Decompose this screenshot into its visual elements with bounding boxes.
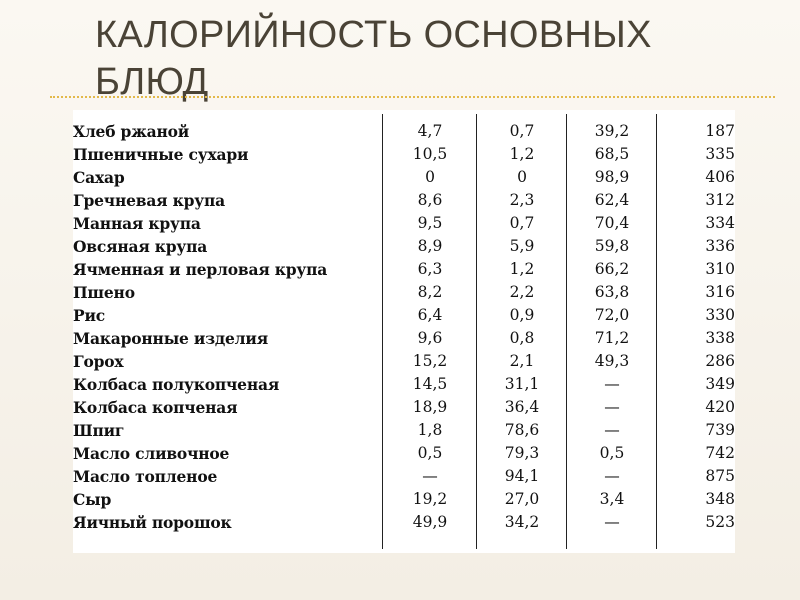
fat-cell: 1,2 [509,145,535,163]
calorie-table [73,120,735,534]
fat-cell: 94,1 [504,467,540,485]
table-row [73,235,735,258]
table-row [73,166,735,189]
fat-cell: 79,3 [504,444,540,462]
protein-cell: 49,9 [412,513,448,531]
fat-cell: 0,7 [509,122,535,140]
food-name-cell: Сахар [73,168,125,187]
fat-cell: 36,4 [504,398,540,416]
food-name-cell: Манная крупа [73,214,201,233]
table-row [73,304,735,327]
carbs-cell: 98,9 [594,168,630,186]
calories-cell: 739 [705,421,735,439]
table-row [73,212,735,235]
table-row [73,281,735,304]
protein-cell: 19,2 [412,490,448,508]
calories-cell: 406 [705,168,735,186]
calories-cell: 349 [705,375,735,393]
protein-cell: 4,7 [417,122,443,140]
calories-cell: 312 [705,191,735,209]
calories-cell: 187 [705,122,735,140]
fat-cell: 78,6 [504,421,540,439]
carbs-cell: 63,8 [594,283,630,301]
calorie-table-body [73,120,735,534]
fat-cell: 31,1 [504,375,540,393]
carbs-cell: — [604,375,620,393]
carbs-cell: 68,5 [594,145,630,163]
carbs-cell: 39,2 [594,122,630,140]
fat-cell: 0,7 [509,214,535,232]
carbs-cell: 49,3 [594,352,630,370]
calories-cell: 330 [705,306,735,324]
protein-cell: 6,4 [417,306,443,324]
table-row [73,327,735,350]
food-name-cell: Сыр [73,490,112,509]
protein-cell: 1,8 [417,421,443,439]
fat-cell: 27,0 [504,490,540,508]
fat-cell: 5,9 [509,237,535,255]
calories-cell: 316 [705,283,735,301]
food-name-cell: Шпиг [73,421,125,440]
carbs-cell: 70,4 [594,214,630,232]
calories-cell: 336 [705,237,735,255]
food-name-cell: Колбаса полукопченая [73,375,280,394]
table-row [73,373,735,396]
carbs-cell: — [604,513,620,531]
table-row [73,465,735,488]
calories-cell: 334 [705,214,735,232]
carbs-cell: 66,2 [594,260,630,278]
table-row [73,258,735,281]
table-row [73,488,735,511]
table-row [73,350,735,373]
fat-cell: 0 [517,168,527,186]
carbs-cell: 59,8 [594,237,630,255]
fat-cell: 0,9 [509,306,535,324]
calories-cell: 310 [705,260,735,278]
carbs-cell: 3,4 [599,490,625,508]
carbs-cell: 71,2 [594,329,630,347]
protein-cell: 6,3 [417,260,443,278]
protein-cell: 0,5 [417,444,443,462]
protein-cell: 15,2 [412,352,448,370]
table-row [73,143,735,166]
protein-cell: 9,5 [417,214,443,232]
calories-cell: 348 [705,490,735,508]
fat-cell: 34,2 [504,513,540,531]
protein-cell: 14,5 [412,375,448,393]
fat-cell: 2,1 [509,352,535,370]
protein-cell: 18,9 [412,398,448,416]
carbs-cell: 72,0 [594,306,630,324]
carbs-cell: — [604,421,620,439]
table-row [73,442,735,465]
food-name-cell: Масло топленое [73,467,218,486]
calorie-table-image [73,110,735,553]
protein-cell: 0 [425,168,435,186]
carbs-cell: — [604,398,620,416]
food-name-cell: Яичный порошок [73,513,232,532]
food-name-cell: Горох [73,352,124,371]
calories-cell: 338 [705,329,735,347]
table-row [73,396,735,419]
protein-cell: 8,2 [417,283,443,301]
food-name-cell: Макаронные изделия [73,329,268,348]
calories-cell: 420 [705,398,735,416]
food-name-cell: Ячменная и перловая крупа [73,260,328,279]
calories-cell: 523 [705,513,735,531]
protein-cell: 8,6 [417,191,443,209]
fat-cell: 2,2 [509,283,535,301]
food-name-cell: Гречневая крупа [73,191,225,210]
carbs-cell: 0,5 [599,444,625,462]
fat-cell: 2,3 [509,191,535,209]
protein-cell: 9,6 [417,329,443,347]
calories-cell: 742 [705,444,735,462]
fat-cell: 0,8 [509,329,535,347]
carbs-cell: — [604,467,620,485]
food-name-cell: Пшеничные сухари [73,145,249,164]
table-row [73,511,735,534]
calories-cell: 335 [705,145,735,163]
fat-cell: 1,2 [509,260,535,278]
table-row [73,419,735,442]
protein-cell: 10,5 [412,145,448,163]
protein-cell: 8,9 [417,237,443,255]
food-name-cell: Пшено [73,283,135,302]
title-divider [50,96,775,98]
calories-cell: 875 [705,467,735,485]
food-name-cell: Масло сливочное [73,444,230,463]
carbs-cell: 62,4 [594,191,630,209]
food-name-cell: Колбаса копченая [73,398,238,417]
table-row [73,189,735,212]
slide-title: КАЛОРИЙНОСТЬ ОСНОВНЫХ БЛЮД [95,14,652,103]
protein-cell: — [422,467,438,485]
food-name-cell: Овсяная крупа [73,237,208,256]
food-name-cell: Хлеб ржаной [73,122,190,141]
table-row [73,120,735,143]
calories-cell: 286 [705,352,735,370]
food-name-cell: Рис [73,306,105,325]
